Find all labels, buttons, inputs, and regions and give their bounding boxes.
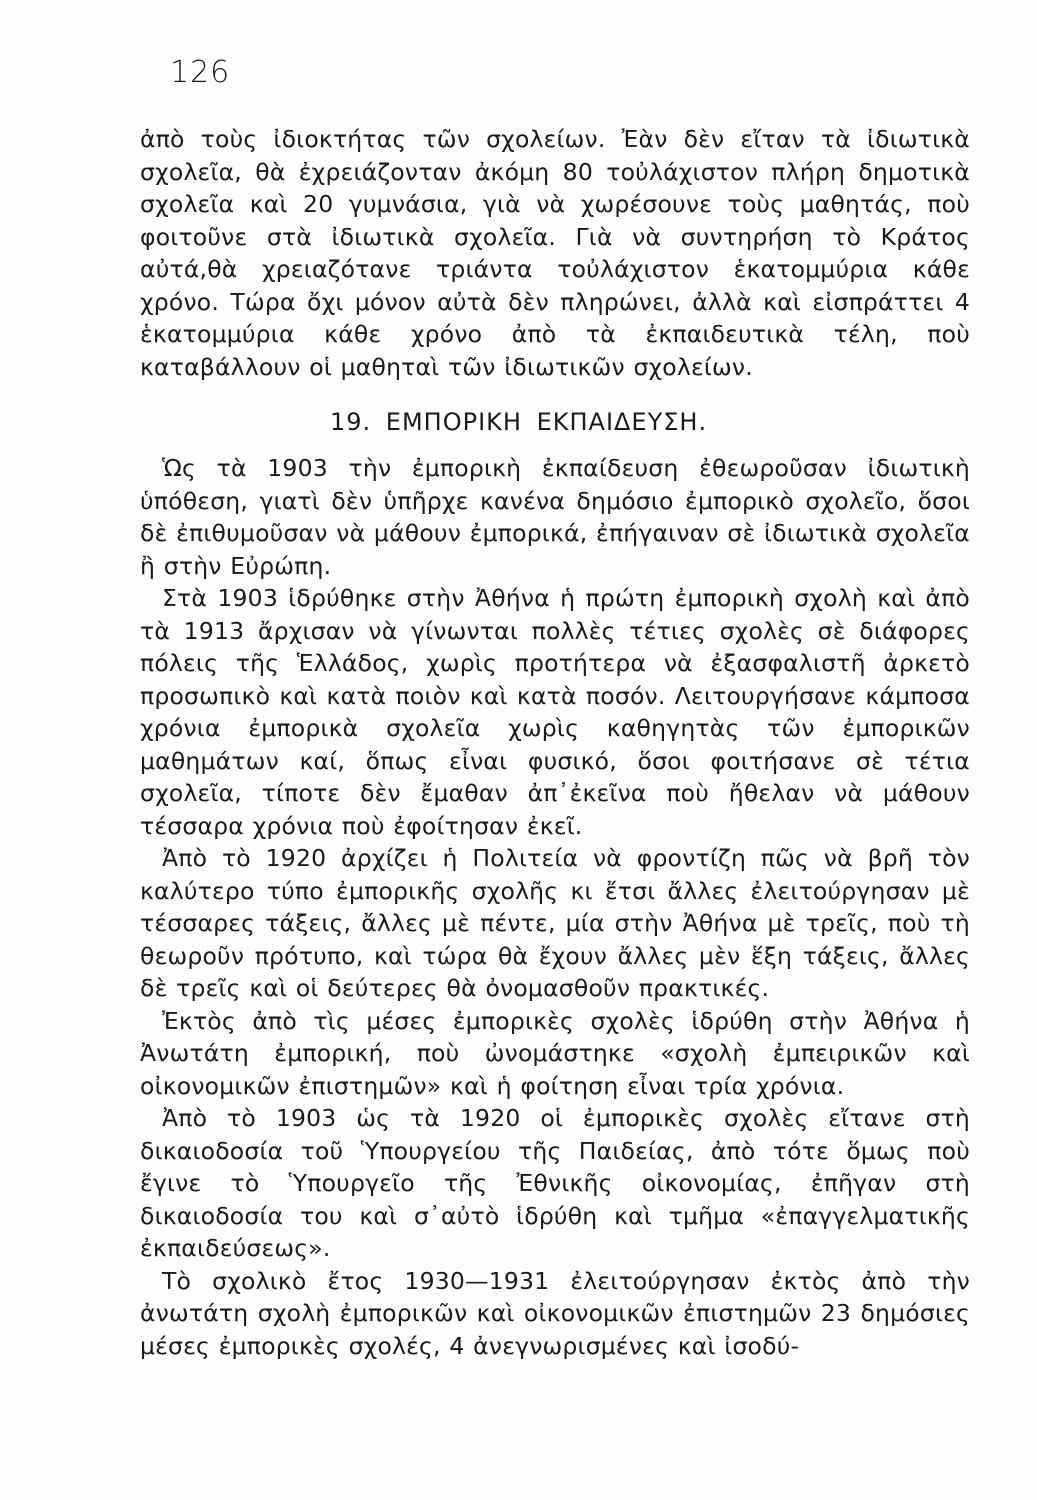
- paragraph: Ἀπὸ τὸ 1903 ὡς τὰ 1920 οἱ ἐμπορικὲς σχολὲς εἴτανε στὴ δικαιοδοσία τοῦ Ὑπουργείου τῆς Παιδείας, ἀπὸ τότε ὅμως ποὺ ἔγινε τὸ Ὑπουργεῖο τῆς Ἐθνικῆς οἰκονομίας, ἐπῆγαν στὴ δικαιοδοσία του καὶ σ᾿αὐτὸ ἱδρύθη καὶ τμῆμα «ἐπαγγελματικῆς ἐκπαιδεύσεως».: [140, 1104, 970, 1262]
- paragraph: Ὡς τὰ 1903 τὴν ἐμπορικὴ ἐκπαίδευση ἐθεωροῦσαν ἰδιωτικὴ ὑπόθεση, γιατὶ δὲν ὑπῆρχε κανένα δημόσιο ἐμπορικὸ σχολεῖο, ὅσοι δὲ ἐπιθυμοῦσαν νὰ μάθουν ἐμπορικά, ἐπήγαιναν σὲ ἰδιωτικὰ σχολεῖα ἢ στὴν Εὐρώπη.: [140, 454, 970, 580]
- text-block-before-heading: [140, 123, 970, 383]
- section-heading: 19. ΕΜΠΟΡΙΚΗ ΕΚΠΑΙΔΕΥΣΗ.: [330, 408, 708, 436]
- paragraph: Τὸ σχολικὸ ἔτος 1930—1931 ἐλειτούργησαν ἐκτὸς ἀπὸ τὴν ἀνωτάτη σχολὴ ἐμπορικῶν καὶ οἰκονομικῶν ἐπιστημῶν 23 δημόσιες μέσες ἐμπορικὲς σχολές, 4 ἀνεγνωρισμένες καὶ ἰσοδύ-: [140, 1266, 970, 1360]
- paragraph: Ἐκτὸς ἀπὸ τὶς μέσες ἐμπορικὲς σχολὲς ἱδρύθη στὴν Ἀθήνα ἡ Ἀνωτάτη ἐμπορική, ποὺ ὠνομάστηκε «σχολὴ ἐμπειρικῶν καὶ οἰκονομικῶν ἐπιστημῶν» καὶ ἡ φοίτηση εἶναι τρία χρόνια.: [140, 1006, 970, 1100]
- paragraph: Ἀπὸ τὸ 1920 ἀρχίζει ἡ Πολιτεία νὰ φροντίζη πῶς νὰ βρῆ τὸν καλύτερο τύπο ἐμπορικῆς σχολῆς κι ἔτσι ἄλλες ἐλειτούργησαν μὲ τέσσαρες τάξεις, ἄλλες μὲ πέντε, μία στὴν Ἀθήνα μὲ τρεῖς, ποὺ τὴ θεωροῦν πρότυπο, καὶ τώρα θὰ ἔχουν ἄλλες μὲν ἕξη τάξεις, ἄλλες δὲ τρεῖς καὶ οἱ δεύτερες θὰ ὀνομασθοῦν πρακτικές.: [140, 844, 970, 1002]
- page-number: 126: [170, 55, 231, 90]
- paragraph: ἀπὸ τοὺς ἰδιοκτήτας τῶν σχολείων. Ἐὰν δὲν εἴταν τὰ ἰδιωτικὰ σχολεῖα, θὰ ἐχρειάζονταν ἀκόμη 80 τοὐλάχιστον πλήρη δημοτικὰ σχολεῖα καὶ 20 γυμνάσια, γιὰ νὰ χωρέσουνε τοὺς μαθητάς, ποὺ φοιτοῦνε στὰ ἰδιωτικὰ σχολεῖα. Γιὰ νὰ συντηρήση τὸ Κράτος αὐτά,θὰ χρειαζότανε τριάντα τοὐλάχιστον ἑκατομμύρια κάθε χρόνο. Τώρα ὄχι μόνον αὐτὰ δὲν πληρώνει, ἀλλὰ καὶ εἰσπράττει 4 ἑκατομμύρια κάθε χρόνο ἀπὸ τὰ ἐκπαιδευτικὰ τέλη, ποὺ καταβάλλουν οἱ μαθηταὶ τῶν ἰδιωτικῶν σχολείων.: [140, 125, 970, 381]
- text-block-after-heading: [140, 452, 970, 1362]
- paragraph: Στὰ 1903 ἱδρύθηκε στὴν Ἀθήνα ἡ πρώτη ἐμπορικὴ σχολὴ καὶ ἀπὸ τὰ 1913 ἄρχισαν νὰ γίνωνται πολλὲς τέτιες σχολὲς σὲ διάφορες πόλεις τῆς Ἑλλάδος, χωρὶς προτήτερα νὰ ἐξασφαλιστῆ ἀρκετὸ προσωπικὸ καὶ κατὰ ποιὸν καὶ κατὰ ποσόν. Λειτουργήσανε κάμποσα χρόνια ἐμπορικὰ σχολεῖα χωρὶς καθηγητὰς τῶν ἐμπορικῶν μαθημάτων καί, ὅπως εἶναι φυσικό, ὅσοι φοιτήσανε σὲ τέτια σχολεῖα, τίποτε δὲν ἔμαθαν ἀπ᾿ἐκεῖνα ποὺ ἤθελαν νὰ μάθουν τέσσαρα χρόνια ποὺ ἐφοίτησαν ἐκεῖ.: [140, 584, 970, 840]
